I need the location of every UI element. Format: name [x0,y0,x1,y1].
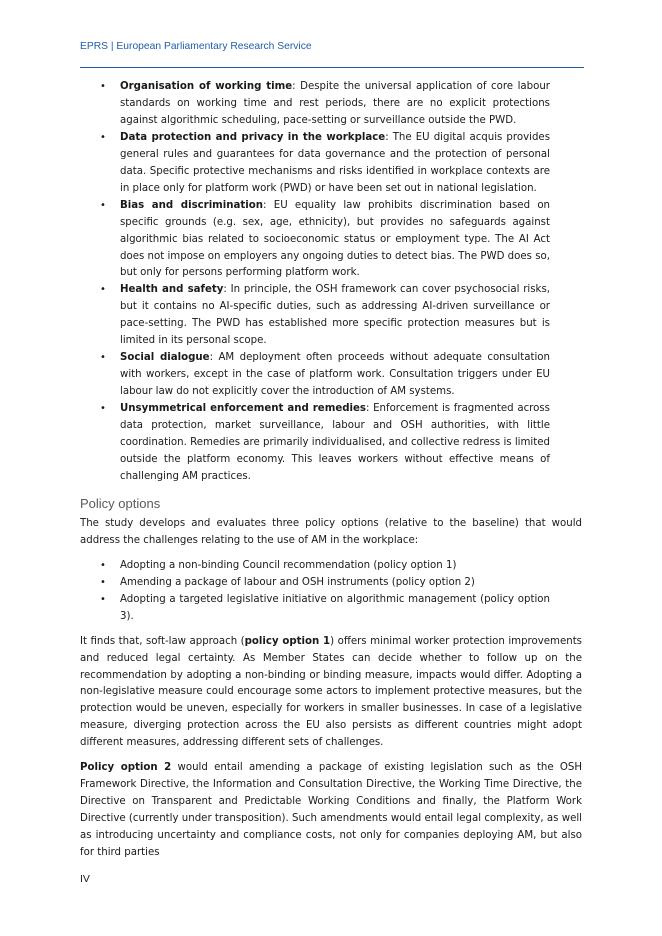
bullet-icon [100,282,108,299]
page-number: IV [80,873,90,885]
gap-text: : Despite the universal application of core labour standards on working time and rest periods, there are no explicit protections against algorithmic scheduling, pace-setting or surveillance outside the PWD. [120,81,550,126]
paragraph-text: It finds that, soft-law approach ( [80,635,245,647]
policy-option-1-label: policy option 1 [244,635,331,647]
gap-term: Data protection and privacy in the workplace [120,131,386,143]
list-item [80,130,582,198]
list-item [80,198,582,283]
gap-text: : Enforcement is fragmented across data protection, market surveillance, labour and OSH authorities, with little coordination. Remedies are primarily individualised, and collective redress is limited outside the platform economy. This leaves workers without effective means of challenging AM practices. [120,403,550,482]
option-2-paragraph [80,760,582,862]
bullet-icon [100,592,108,609]
list-item [80,350,582,401]
gap-term: Bias and discrimination [120,199,264,211]
bullet-icon [100,558,108,575]
paragraph-text: ) offers minimal worker protection improvements and reduced legal certainty. As Member States can decide whether to follow up on the recommendation by adopting a non-binding or binding measure, impacts would differ. Adopting a non-legislative measure could encourage some actors to implement protective measures, but the protection would be uneven, especially for workers in smaller businesses. In case of a legislative measure, diverging protection across the EU also persists as different countries might adopt different measures, addressing different sets of challenges. [80,635,582,749]
bullet-icon [100,198,108,215]
list-item [80,282,582,350]
gap-text: : The EU digital acquis provides general rules and guarantees for data governance and the protection of personal data. Specific protective mechanisms and risks identified in workplace contexts are in place only for platform work (PWD) or have been set out in national legislation. [120,131,550,194]
option-1-paragraph [80,634,582,753]
paragraph-text: would entail amending a package of existing legislation such as the OSH Framework Directive, the Information and Consultation Directive, the Working Time Directive, the Directive on Transparent and Predictable Working Conditions and finally, the Platform Work Directive (currently under transposition). Such amendments would entail legal complexity, as well as introducing uncertainty and compliance costs, not only for companies deploying AM, but also for third parties [80,762,583,859]
header-divider [80,67,584,68]
gap-text: : AM deployment often proceeds without adequate consultation with workers, except in the case of platform work. Consultation triggers under EU labour law do not explicitly cover the introduction of AM systems. [120,352,550,398]
list-item [80,401,582,486]
policy-options-list [80,558,582,626]
section-heading: Policy options [80,495,161,511]
regulatory-gaps-list [80,79,582,486]
gap-text: : In principle, the OSH framework can cover psychosocial risks, but it contains no AI-specific duties, such as addressing AI-driven surveillance or pace-setting. The PWD has established more specific protection measures but is limited in its personal scope. [120,284,550,347]
list-item [80,79,582,130]
list-item [80,558,582,575]
bullet-icon [100,401,108,418]
page-body [80,79,582,862]
gap-term: Health and safety [120,284,224,296]
gap-term: Unsymmetrical enforcement and remedies [120,403,366,415]
list-item [80,575,582,592]
bullet-icon [100,575,108,592]
list-item [80,592,582,626]
policy-intro: The study develops and evaluates three policy options (relative to the baseline) that would address the challenges relating to the use of AM in the workplace: [80,517,582,546]
gap-term: Organisation of working time [120,81,293,92]
option-text: Amending a package of labour and OSH instruments (policy option 2) [120,576,475,588]
gap-term: Social dialogue [120,352,210,364]
bullet-icon [100,350,108,367]
bullet-icon [100,130,108,147]
policy-option-2-label: Policy option 2 [80,762,172,774]
gap-text: : EU equality law prohibits discrimination based on specific grounds (e.g. sex, age, ethnicity), but provides no safeguards against algorithmic bias related to socioeconomic status or employment type. The AI Act does not impose on employers any ongoing duties to detect bias. The PWD does so, but only for persons performing platform work. [120,199,551,279]
running-header: EPRS | European Parliamentary Research Service [80,41,312,52]
option-text: Adopting a targeted legislative initiative on algorithmic management (policy option 3). [120,593,550,622]
option-text: Adopting a non-binding Council recommendation (policy option 1) [120,559,457,571]
bullet-icon [100,79,108,96]
